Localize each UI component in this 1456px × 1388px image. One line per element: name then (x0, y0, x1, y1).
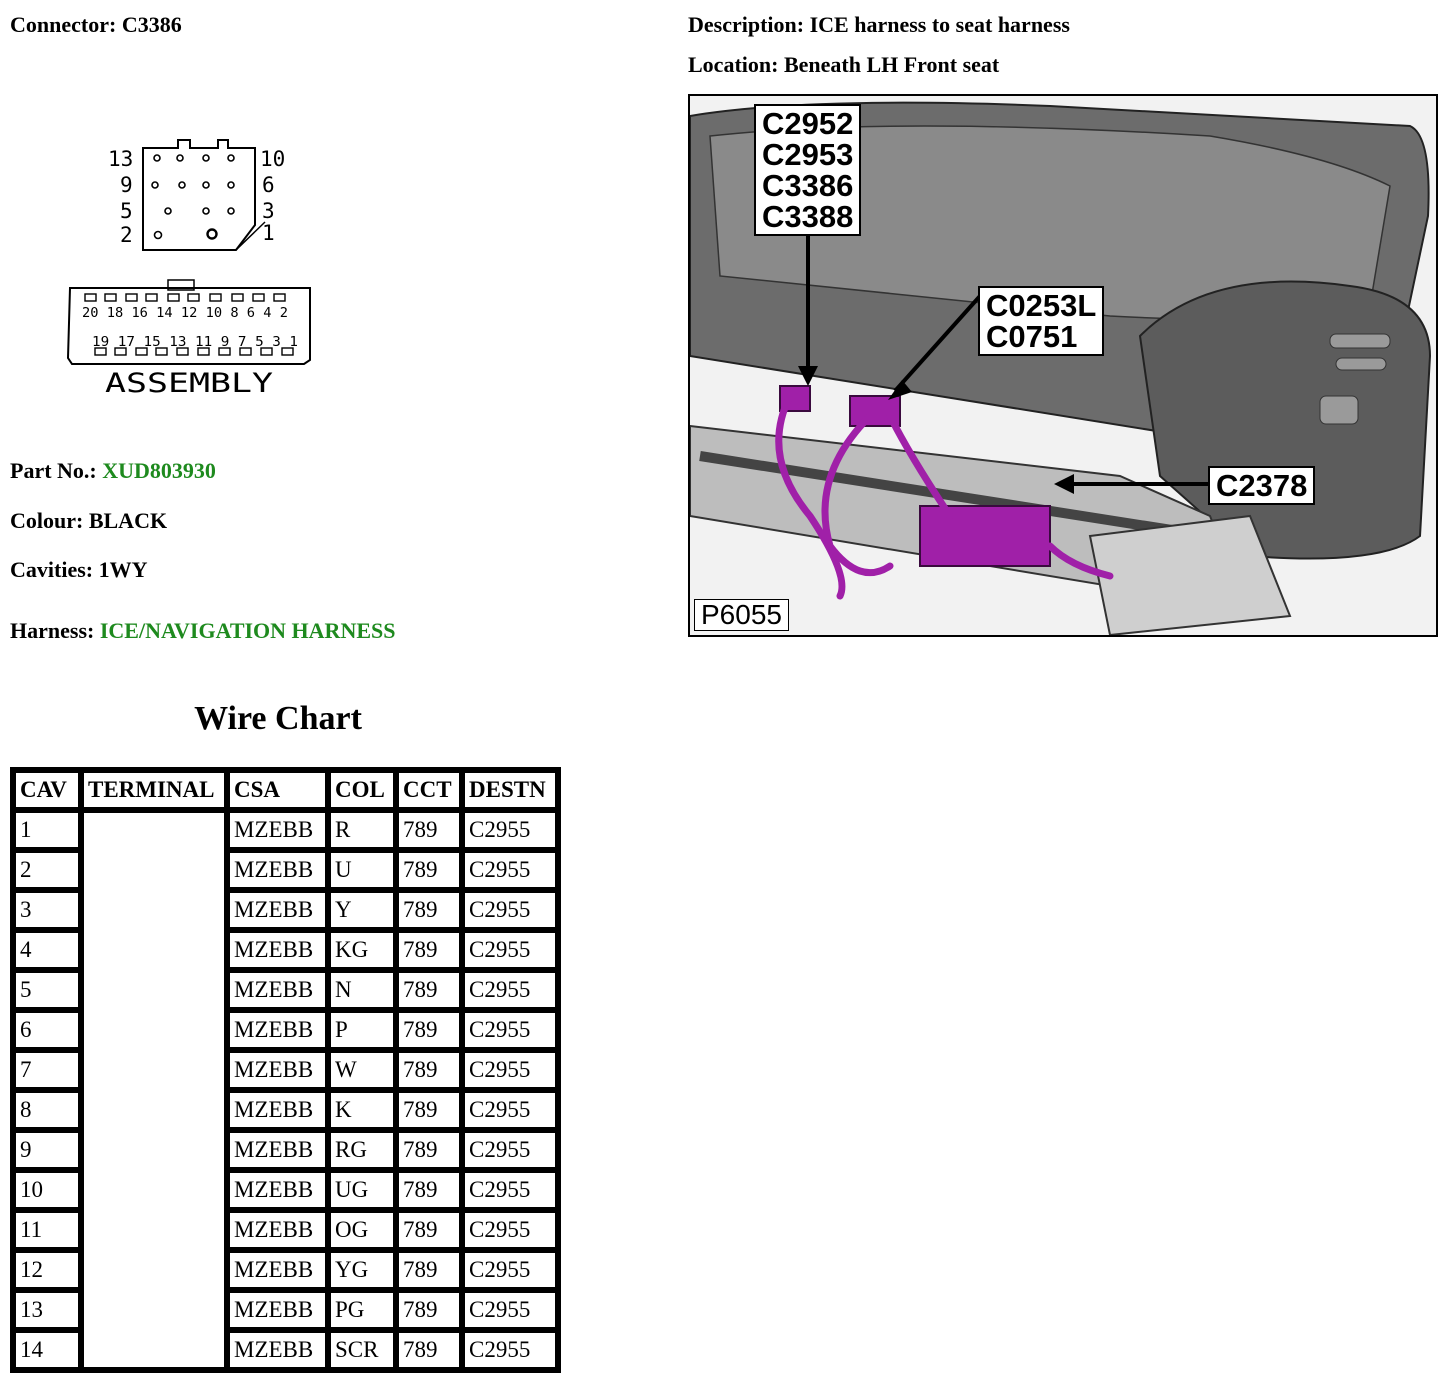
pin-hole (177, 155, 183, 161)
assembly-terminal (188, 294, 199, 301)
cell-cav: 5 (13, 970, 81, 1010)
cell-cct: 789 (396, 890, 462, 930)
cell-cav: 2 (13, 850, 81, 890)
pin-hole (208, 230, 217, 239)
harness-link[interactable]: ICE/NAVIGATION HARNESS (99, 618, 396, 643)
cell-csa: MZEBB (227, 1130, 328, 1170)
cell-cav: 9 (13, 1130, 81, 1170)
wire-chart-title: Wire Chart (194, 700, 362, 737)
cell-destn: C2955 (462, 1050, 558, 1090)
cell-csa: MZEBB (227, 1170, 328, 1210)
seat-switch (1320, 396, 1358, 424)
cell-csa: MZEBB (227, 930, 328, 970)
cell-csa: MZEBB (227, 1290, 328, 1330)
pin-holes (152, 155, 234, 239)
cell-cct: 789 (396, 1290, 462, 1330)
cell-cct: 789 (396, 1330, 462, 1370)
col-header-cct: CCT (396, 770, 462, 810)
cell-cav: 3 (13, 890, 81, 930)
pin-label-left: 13 (108, 147, 134, 171)
cell-cav: 6 (13, 1010, 81, 1050)
cell-cct: 789 (396, 1210, 462, 1250)
cell-col: UG (328, 1170, 396, 1210)
assembly-terminal (85, 294, 96, 301)
cell-destn: C2955 (462, 850, 558, 890)
connector-block (920, 506, 1050, 566)
cell-cav: 11 (13, 1210, 81, 1250)
col-header-terminal: TERMINAL (81, 770, 227, 810)
cell-terminal (81, 810, 227, 1370)
cell-cav: 8 (13, 1090, 81, 1130)
seat-switch (1336, 358, 1386, 370)
cell-destn: C2955 (462, 810, 558, 850)
cell-csa: MZEBB (227, 890, 328, 930)
cell-col: U (328, 850, 396, 890)
harness-line: Harness: ICE/NAVIGATION HARNESS (10, 618, 396, 643)
pin-label-right: 1 (262, 221, 275, 245)
col-header-col: COL (328, 770, 396, 810)
pin-hole (179, 182, 185, 188)
assembly-terminal (146, 294, 157, 301)
cell-cct: 789 (396, 970, 462, 1010)
cell-cav: 4 (13, 930, 81, 970)
pin-hole (228, 208, 234, 214)
cell-cav: 14 (13, 1330, 81, 1370)
assembly-bottom-numbers: 19 17 15 13 11 9 7 5 3 1 (92, 335, 298, 350)
cell-csa: MZEBB (227, 1090, 328, 1130)
photo-id-label: P6055 (694, 599, 789, 631)
assembly-label: ASSEMBLY (105, 368, 273, 399)
cell-col: P (328, 1010, 396, 1050)
pin-label-left: 5 (120, 199, 133, 223)
wire-chart-header-row (13, 770, 558, 810)
assembly-terminal (274, 294, 285, 301)
pin-label-right: 10 (260, 147, 286, 171)
cell-csa: MZEBB (227, 850, 328, 890)
cell-destn: C2955 (462, 1170, 558, 1210)
pin-hole (203, 182, 209, 188)
pin-hole (154, 155, 160, 161)
connector-heading: Connector: C3386 (10, 12, 182, 37)
cell-cct: 789 (396, 1170, 462, 1210)
connector-diagram (60, 130, 340, 405)
location-photo (688, 94, 1438, 637)
cell-cct: 789 (396, 1250, 462, 1290)
assembly-top-terminals (85, 294, 285, 301)
cell-col: OG (328, 1210, 396, 1250)
wire-chart-body (13, 810, 558, 1370)
cell-destn: C2955 (462, 1090, 558, 1130)
callout-connectors-group-1: C2952 C2953 C3386 C3388 (754, 104, 861, 236)
pin-hole (155, 232, 162, 239)
cell-col: Y (328, 890, 396, 930)
cell-destn: C2955 (462, 1250, 558, 1290)
location-line: Location: Beneath LH Front seat (688, 52, 1000, 77)
cell-col: R (328, 810, 396, 850)
wire-chart-table (10, 767, 561, 1373)
pin-hole (203, 208, 209, 214)
cavities-line: Cavities: 1WY (10, 557, 148, 582)
cell-csa: MZEBB (227, 1050, 328, 1090)
cell-col: N (328, 970, 396, 1010)
part-number-link[interactable]: XUD803930 (102, 458, 216, 483)
location-value: Beneath LH Front seat (783, 52, 1000, 77)
cell-cct: 789 (396, 1050, 462, 1090)
cell-col: SCR (328, 1330, 396, 1370)
col-header-cav: CAV (13, 770, 81, 810)
cell-cct: 789 (396, 1010, 462, 1050)
cell-col: K (328, 1090, 396, 1130)
seat-switch (1330, 334, 1390, 348)
pin-hole (165, 208, 171, 214)
pin1-leader (236, 222, 265, 250)
cell-col: W (328, 1050, 396, 1090)
cell-cct: 789 (396, 1130, 462, 1170)
callout-connectors-group-2: C0253L C0751 (978, 286, 1104, 356)
cell-destn: C2955 (462, 1330, 558, 1370)
cavities-value: 1WY (98, 557, 148, 582)
cell-destn: C2955 (462, 1210, 558, 1250)
part-number-line: Part No.: XUD803930 (10, 458, 216, 483)
description-line: Description: ICE harness to seat harness (688, 12, 1070, 37)
col-header-csa: CSA (227, 770, 328, 810)
description-value: ICE harness to seat harness (809, 12, 1070, 37)
cell-destn: C2955 (462, 970, 558, 1010)
assembly-terminal (168, 294, 179, 301)
cell-col: RG (328, 1130, 396, 1170)
cell-cav: 7 (13, 1050, 81, 1090)
pin-label-right: 3 (262, 199, 275, 223)
assembly-terminal (253, 294, 264, 301)
pin-label-left: 9 (120, 173, 133, 197)
cell-destn: C2955 (462, 1290, 558, 1330)
assembly-terminal (210, 294, 221, 301)
cell-cct: 789 (396, 850, 462, 890)
cell-col: PG (328, 1290, 396, 1330)
cell-destn: C2955 (462, 1130, 558, 1170)
cell-csa: MZEBB (227, 1330, 328, 1370)
assembly-terminal (232, 294, 243, 301)
cell-destn: C2955 (462, 890, 558, 930)
pin-hole (152, 182, 158, 188)
pin-label-right: 6 (262, 173, 275, 197)
col-header-destn: DESTN (462, 770, 558, 810)
pin-hole (228, 155, 234, 161)
cell-cct: 789 (396, 810, 462, 850)
cell-csa: MZEBB (227, 1250, 328, 1290)
cell-destn: C2955 (462, 930, 558, 970)
cell-cav: 10 (13, 1170, 81, 1210)
cell-cav: 13 (13, 1290, 81, 1330)
pin-hole (203, 155, 209, 161)
pin-label-left: 2 (120, 223, 133, 247)
assembly-terminal (126, 294, 137, 301)
cell-csa: MZEBB (227, 1010, 328, 1050)
connector-face-svg (60, 130, 340, 405)
assembly-terminal (105, 294, 116, 301)
cell-csa: MZEBB (227, 810, 328, 850)
cell-cct: 789 (396, 1090, 462, 1130)
cell-destn: C2955 (462, 1010, 558, 1050)
cell-csa: MZEBB (227, 970, 328, 1010)
connector-id: C3386 (121, 12, 182, 37)
cell-cct: 789 (396, 930, 462, 970)
callout-connector-c2378: C2378 (1208, 466, 1315, 505)
cell-csa: MZEBB (227, 1210, 328, 1250)
cell-col: KG (328, 930, 396, 970)
colour-value: BLACK (88, 508, 168, 533)
table-row (13, 810, 558, 850)
colour-line: Colour: BLACK (10, 508, 168, 533)
cell-cav: 12 (13, 1250, 81, 1290)
assembly-top-numbers: 20 18 16 14 12 10 8 6 4 2 (82, 306, 288, 321)
cell-col: YG (328, 1250, 396, 1290)
pin-hole (228, 182, 234, 188)
cell-cav: 1 (13, 810, 81, 850)
